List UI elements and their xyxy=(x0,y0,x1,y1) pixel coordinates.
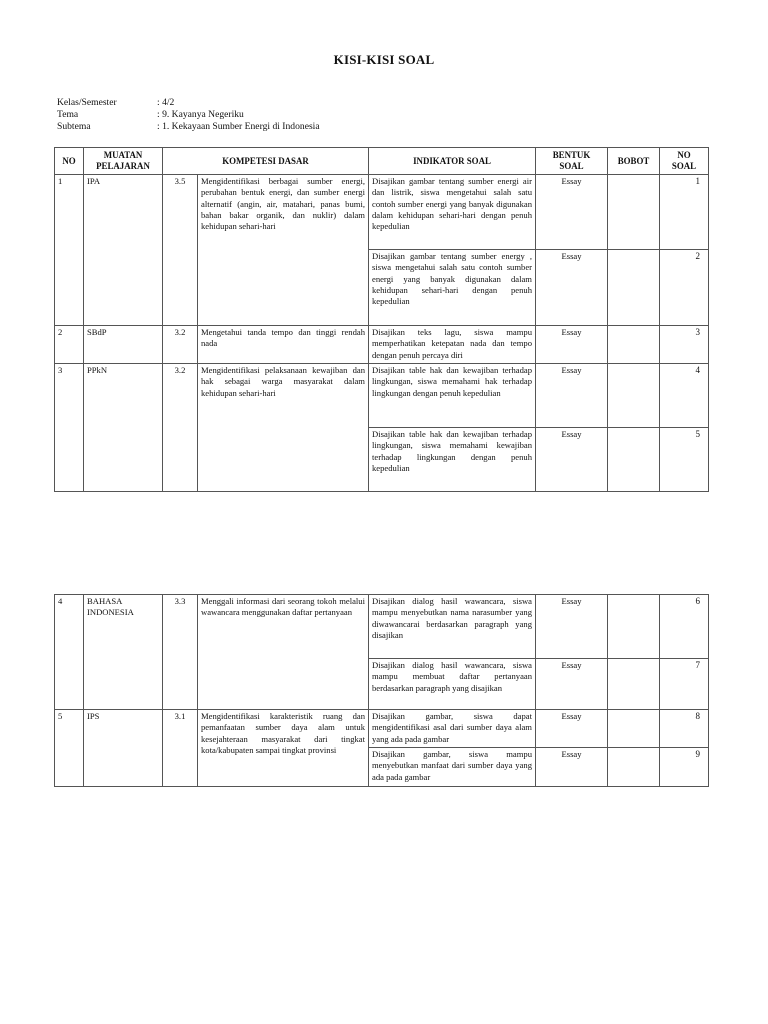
cell-no: 5 xyxy=(55,710,84,787)
cell-nosoal: 3 xyxy=(660,326,709,364)
cell-muatan: SBdP xyxy=(84,326,163,364)
cell-nosoal: 5 xyxy=(660,428,709,492)
cell-bentuk: Essay xyxy=(536,748,608,787)
header-muatan xyxy=(84,148,163,175)
meta-subtema-value: : 1. Kekayaan Sumber Energi di Indonesia xyxy=(157,121,320,132)
meta-tema-label: Tema xyxy=(57,109,79,120)
table-row xyxy=(55,595,709,659)
cell-no: 3 xyxy=(55,364,84,492)
table-row xyxy=(55,364,709,428)
meta-kelas-label: Kelas/Semester xyxy=(57,97,117,108)
cell-nosoal: 2 xyxy=(660,250,709,326)
header-muatan-line2: PELAJARAN xyxy=(96,161,150,171)
cell-indikator: Disajikan gambar tentang sumber energy , siswa mengetahui salah satu contoh sumber energi yang banyak digunakan dalam kehidupan sehari-hari dengan penuh kepedulian xyxy=(369,250,536,326)
cell-indikator: Disajikan dialog hasil wawancara, siswa mampu menyebutkan nama narasumber yang diwawancarai berdasarkan paragraph yang disajikan xyxy=(369,595,536,659)
cell-indikator: Disajikan gambar, siswa mampu menyebutkan manfaat dari sumber daya yang ada pada gambar xyxy=(369,748,536,787)
cell-nosoal: 9 xyxy=(660,748,709,787)
cell-bobot xyxy=(608,326,660,364)
header-nosoal-line2: SOAL xyxy=(671,161,697,171)
meta-tema-value: : 9. Kayanya Negeriku xyxy=(157,109,244,120)
cell-bentuk: Essay xyxy=(536,250,608,326)
meta-subtema xyxy=(57,121,320,133)
cell-no: 1 xyxy=(55,175,84,326)
cell-indikator: Disajikan gambar tentang sumber energi air dan listrik, siswa mengetahui salah satu contoh sumber energi yang banyak digunakan dalam kehidupan sehari-hari dengan penuh kepedulian xyxy=(369,175,536,250)
cell-muatan: IPS xyxy=(84,710,163,787)
cell-kompetensi: Menggali informasi dari seorang tokoh melalui wawancara menggunakan daftar pertanyaan xyxy=(198,595,369,710)
cell-kd-code: 3.2 xyxy=(163,326,198,364)
table-header-row xyxy=(55,148,709,175)
meta-subtema-label: Subtema xyxy=(57,121,91,132)
cell-bentuk: Essay xyxy=(536,595,608,659)
cell-nosoal: 1 xyxy=(660,175,709,250)
header-bentuk xyxy=(536,148,608,175)
cell-kd-code: 3.2 xyxy=(163,364,198,492)
cell-indikator: Disajikan teks lagu, siswa mampu memperhatikan ketepatan nada dan tempo dengan penuh percaya diri xyxy=(369,326,536,364)
cell-kd-code: 3.3 xyxy=(163,595,198,710)
table-row xyxy=(55,175,709,250)
cell-no: 4 xyxy=(55,595,84,710)
cell-indikator: Disajikan gambar, siswa dapat mengidentifikasi asal dari sumber daya alam yang ada pada gambar xyxy=(369,710,536,748)
cell-bobot xyxy=(608,748,660,787)
kisi-kisi-table-part-2 xyxy=(54,594,709,787)
cell-kompetensi: Mengidentifikasi pelaksanaan kewajiban dan hak sebagai warga masyarakat dalam kehidupan sehari-hari xyxy=(198,364,369,492)
header-kompetensi: KOMPETESI DASAR xyxy=(163,148,369,175)
cell-bentuk: Essay xyxy=(536,710,608,748)
cell-kd-code: 3.1 xyxy=(163,710,198,787)
header-bentuk-line1: BENTUK xyxy=(552,150,591,160)
cell-muatan: IPA xyxy=(84,175,163,326)
header-nosoal xyxy=(660,148,709,175)
kisi-kisi-table-part-1 xyxy=(54,147,709,492)
meta-tema xyxy=(57,109,320,121)
meta-kelas-value: : 4/2 xyxy=(157,97,175,108)
cell-bobot xyxy=(608,710,660,748)
cell-bobot xyxy=(608,250,660,326)
cell-kd-code: 3.5 xyxy=(163,175,198,326)
page-title: KISI-KISI SOAL xyxy=(333,52,435,67)
cell-bobot xyxy=(608,659,660,710)
cell-indikator: Disajikan table hak dan kewajiban terhadap lingkungan, siswa memahami kewajiban terhadap lingkungan dengan penuh kepedulian xyxy=(369,428,536,492)
cell-kompetensi: Mengetahui tanda tempo dan tinggi rendah nada xyxy=(198,326,369,364)
cell-bentuk: Essay xyxy=(536,326,608,364)
header-no: NO xyxy=(55,148,84,175)
cell-nosoal: 8 xyxy=(660,710,709,748)
cell-bobot xyxy=(608,428,660,492)
cell-no: 2 xyxy=(55,326,84,364)
meta-kelas xyxy=(57,97,320,109)
cell-bobot xyxy=(608,175,660,250)
cell-bentuk: Essay xyxy=(536,175,608,250)
header-bobot: BOBOT xyxy=(608,148,660,175)
cell-muatan: BAHASA INDONESIA xyxy=(84,595,163,710)
cell-kompetensi: Mengidentifikasi berbagai sumber energi, perubahan bentuk energi, dan sumber energi alternatif (angin, air, matahari, panas bumi, bahan bakar organik, dan nuklir) dalam kehidupan sehari-hari xyxy=(198,175,369,326)
cell-kompetensi: Mengidentifikasi karakteristik ruang dan pemanfaatan sumber daya alam untuk kesejahteraan masyarakat dari tingkat kota/kabupaten sampai tingkat provinsi xyxy=(198,710,369,787)
cell-nosoal: 4 xyxy=(660,364,709,428)
header-indikator: INDIKATOR SOAL xyxy=(369,148,536,175)
cell-indikator: Disajikan dialog hasil wawancara, siswa mampu membuat daftar pertanyaan berdasarkan paragraph yang disajikan xyxy=(369,659,536,710)
cell-bentuk: Essay xyxy=(536,364,608,428)
cell-bentuk: Essay xyxy=(536,428,608,492)
cell-bobot xyxy=(608,364,660,428)
document-meta xyxy=(57,97,320,133)
table-row xyxy=(55,710,709,748)
cell-bobot xyxy=(608,595,660,659)
cell-muatan: PPkN xyxy=(84,364,163,492)
header-muatan-line1: MUATAN xyxy=(103,150,143,160)
cell-nosoal: 7 xyxy=(660,659,709,710)
cell-bentuk: Essay xyxy=(536,659,608,710)
header-nosoal-line1: NO xyxy=(677,150,691,160)
cell-nosoal: 6 xyxy=(660,595,709,659)
table-row xyxy=(55,326,709,364)
header-bentuk-line2: SOAL xyxy=(559,161,584,171)
cell-indikator: Disajikan table hak dan kewajiban terhadap lingkungan, siswa memahami hak terhadap lingkungan dengan penuh kepedulian xyxy=(369,364,536,428)
